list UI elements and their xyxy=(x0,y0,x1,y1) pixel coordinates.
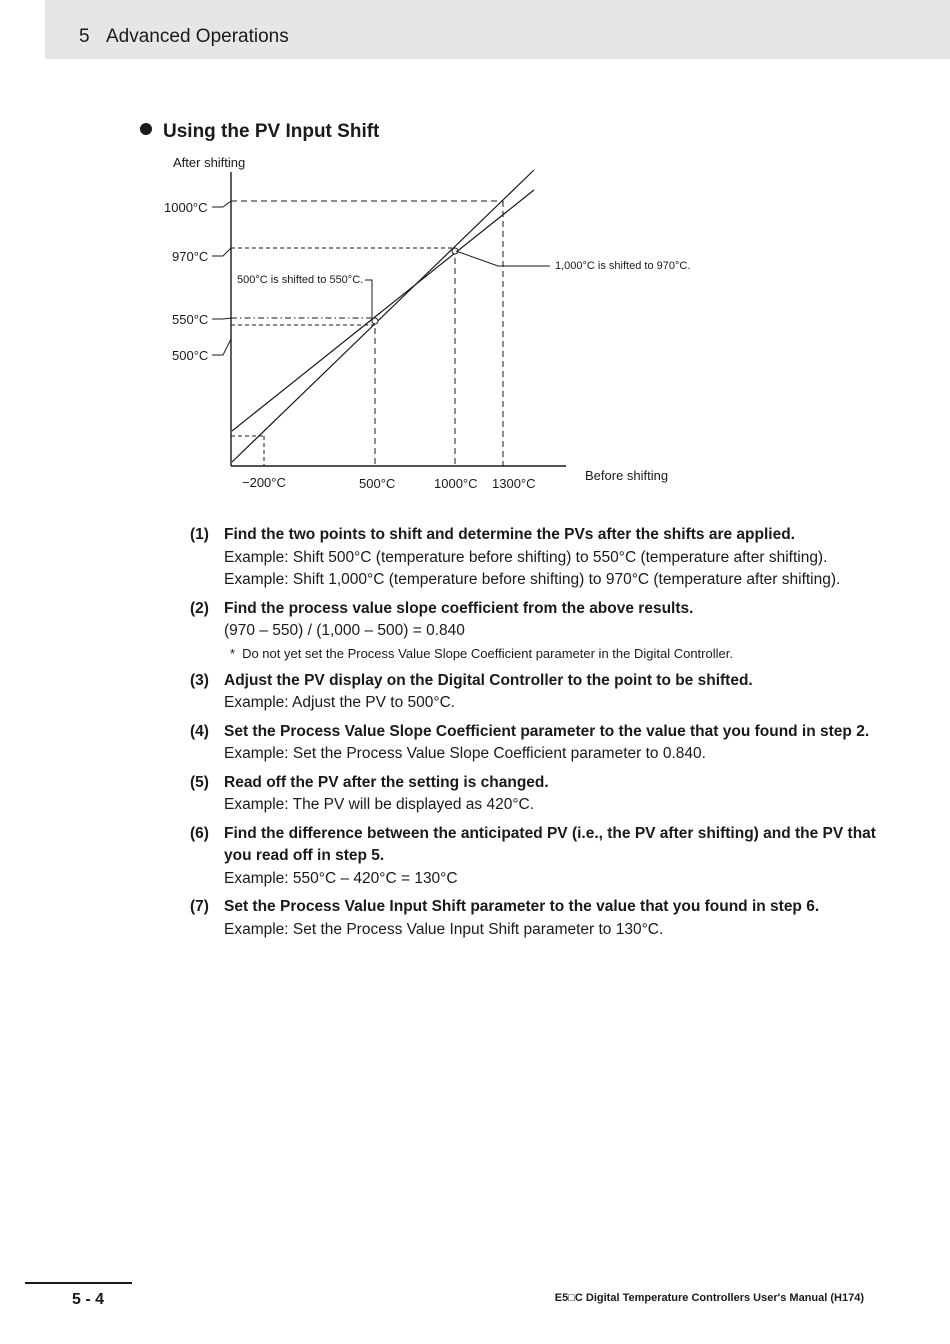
callout-left-leader xyxy=(365,280,372,318)
step-number: (6) xyxy=(190,824,209,842)
callout-right: 1,000°C is shifted to 970°C. xyxy=(555,260,691,272)
step-example: Example: Shift 500°C (temperature before shifting) to 550°C (temperature after shifting). xyxy=(224,548,828,566)
footer-rule xyxy=(25,1282,132,1284)
shift-point-500 xyxy=(372,318,378,324)
x-tick-minus200: −200°C xyxy=(242,475,286,490)
chapter-number: 5 xyxy=(79,26,90,47)
step-3 xyxy=(190,670,880,715)
step-number: (2) xyxy=(190,599,209,617)
step-heading: Find the process value slope coefficient from the above results. xyxy=(224,599,694,617)
step-example: Example: Adjust the PV to 500°C. xyxy=(224,694,456,711)
x-tick-500: 500°C xyxy=(359,476,396,491)
y-tick-970-leader xyxy=(212,248,231,256)
manual-title: E5□C Digital Temperature Controllers User's Manual (H174) xyxy=(554,1292,864,1304)
step-6 xyxy=(190,823,880,891)
pv-shift-diagram xyxy=(0,0,950,510)
step-formula: (970 – 550) / (1,000 – 500) = 0.840 xyxy=(224,622,465,639)
y-tick-550: 550°C xyxy=(172,312,209,327)
step-heading: Find the two points to shift and determine the PVs after the shifts are applied. xyxy=(224,526,795,543)
y-tick-1000-leader xyxy=(212,201,231,207)
before-shift-line xyxy=(232,170,534,462)
step-2 xyxy=(190,598,880,664)
step-number: (4) xyxy=(190,722,209,740)
step-7 xyxy=(190,896,880,941)
callout-left: 500°C is shifted to 550°C. xyxy=(237,274,364,286)
step-heading: Set the Process Value Slope Coefficient parameter to the value that you found in step 2. xyxy=(224,722,870,740)
step-number: (7) xyxy=(190,898,209,915)
y-tick-1000: 1000°C xyxy=(164,200,208,215)
page-number: 5 - 4 xyxy=(72,1291,105,1308)
step-note xyxy=(224,643,880,664)
y-tick-500: 500°C xyxy=(172,348,209,363)
step-5 xyxy=(190,772,880,817)
step-heading: Read off the PV after the setting is changed. xyxy=(224,773,549,791)
step-number: (1) xyxy=(190,526,209,543)
step-number: (3) xyxy=(190,671,209,689)
y-tick-970: 970°C xyxy=(172,249,209,264)
x-axis-label: Before shifting xyxy=(585,468,669,483)
y-axis-label: After shifting xyxy=(173,155,246,170)
step-4 xyxy=(190,721,880,766)
x-tick-1000: 1000°C xyxy=(434,476,478,491)
x-tick-1300: 1300°C xyxy=(492,476,536,491)
y-tick-500-leader xyxy=(212,339,231,355)
step-example: Example: Shift 1,000°C (temperature before shifting) to 970°C (temperature after shifting). xyxy=(224,571,841,588)
chapter-title: Advanced Operations xyxy=(106,26,289,47)
step-1 xyxy=(190,524,880,592)
after-shift-line xyxy=(232,190,534,431)
note-text: Do not yet set the Process Value Slope Coefficient parameter in the Digital Controller. xyxy=(242,645,733,661)
step-number: (5) xyxy=(190,773,209,791)
step-example: Example: Set the Process Value Input Shift parameter to 130°C. xyxy=(224,920,664,938)
step-heading: Adjust the PV display on the Digital Controller to the point to be shifted. xyxy=(224,671,753,689)
step-example: Example: 550°C – 420°C = 130°C xyxy=(224,869,458,887)
note-marker: * xyxy=(230,645,236,661)
step-heading: Set the Process Value Input Shift parameter to the value that you found in step 6. xyxy=(224,898,820,915)
step-example: Example: The PV will be displayed as 420°C. xyxy=(224,796,535,813)
y-tick-550-leader xyxy=(212,318,231,319)
step-example: Example: Set the Process Value Slope Coefficient parameter to 0.840. xyxy=(224,745,706,762)
procedure-steps xyxy=(190,524,880,947)
step-heading: Find the difference between the anticipated PV (i.e., the PV after shifting) and the PV that you read off in step 5. xyxy=(224,824,876,864)
section-title-text: Using the PV Input Shift xyxy=(163,121,380,142)
